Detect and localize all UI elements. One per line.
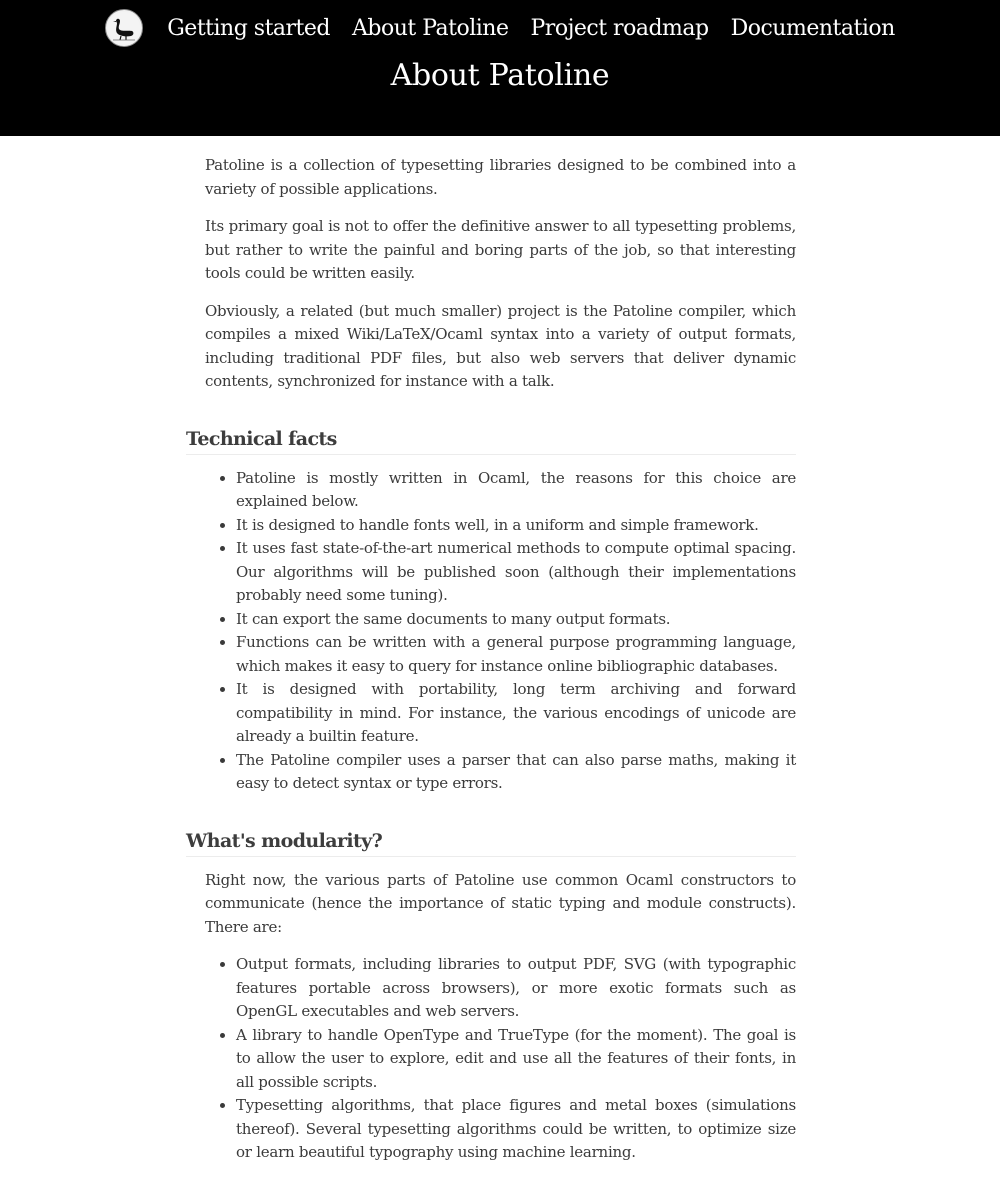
- list-item: • Typesetting algorithms, that place figures and metal boxes (simulations thereof). Several typesetting algorithms could be written, to optimize size or learn beautiful typography using machine learning.: [236, 1094, 796, 1165]
- intro-paragraph: Obviously, a related (but much smaller) project is the Patoline compiler, which compiles a mixed Wiki/LaTeX/Ocaml syntax into a variety of output formats, including traditional PDF files, but also web servers that deliver dynamic contents, synchronized for instance with a talk.: [205, 301, 796, 390]
- top-nav: [0, 8, 1000, 48]
- nav-link-getting-started[interactable]: Getting started: [167, 15, 330, 41]
- section-heading-modularity: What's modularity?: [186, 830, 796, 857]
- nav-link-project-roadmap[interactable]: Project roadmap: [530, 15, 709, 41]
- section-heading-technical-facts: Technical facts: [186, 428, 796, 455]
- list-item: • A library to handle OpenType and TrueType (for the moment). The goal is to allow the user to explore, edit and use all the features of their fonts, in all possible scripts.: [236, 1024, 796, 1095]
- list-item: • It uses fast state-of-the-art numerical methods to compute optimal spacing. Our algorithms will be published soon (although their implementations probably need some tuning).: [236, 537, 796, 608]
- intro-paragraph: Patoline is a collection of typesetting libraries designed to be combined into a variety of possible applications.: [205, 156, 796, 198]
- site-header: [0, 0, 1000, 136]
- nav-link-about-patoline[interactable]: About Patoline: [352, 15, 509, 41]
- list-item: • Output formats, including libraries to output PDF, SVG (with typographic features portable across browsers), or more exotic formats such as OpenGL executables and web servers.: [236, 953, 796, 1024]
- modularity-list: [186, 953, 796, 1165]
- list-item: • Patoline is mostly written in Ocaml, the reasons for this choice are explained below.: [236, 467, 796, 514]
- list-item: • It is designed with portability, long term archiving and forward compatibility in mind. For instance, the various encodings of unicode are already a builtin feature.: [236, 678, 796, 749]
- technical-facts-list: [186, 467, 796, 796]
- modularity-intro-paragraph: Right now, the various parts of Patoline use common Ocaml constructors to communicate (hence the importance of static typing and module constructs). There are:: [205, 870, 796, 936]
- list-item: • It can export the same documents to many output formats.: [236, 608, 796, 632]
- list-item: • Functions can be written with a general purpose programming language, which makes it easy to query for instance online bibliographic databases.: [236, 631, 796, 678]
- page-title: About Patoline: [390, 58, 610, 93]
- bird-logo-icon[interactable]: [105, 9, 143, 47]
- list-item: • It is designed to handle fonts well, in a uniform and simple framework.: [236, 514, 796, 538]
- list-item: • The Patoline compiler uses a parser that can also parse maths, making it easy to detect syntax or type errors.: [236, 749, 796, 796]
- intro-paragraph: Its primary goal is not to offer the definitive answer to all typesetting problems, but rather to write the painful and boring parts of the job, so that interesting tools could be written easily.: [205, 217, 796, 282]
- main-content: [186, 154, 796, 1179]
- nav-link-documentation[interactable]: Documentation: [730, 15, 895, 41]
